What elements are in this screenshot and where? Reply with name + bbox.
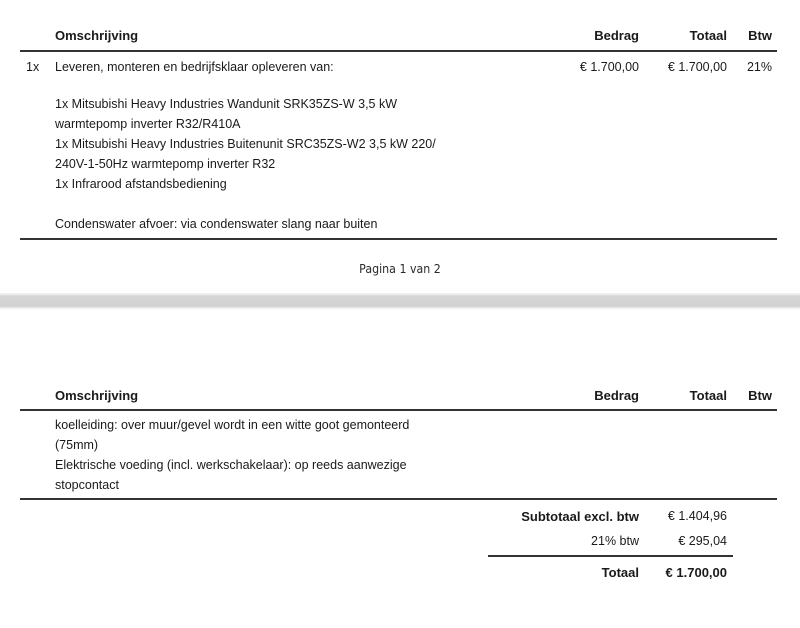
column-header-amount: Bedrag bbox=[594, 28, 639, 43]
column-header-vat: Btw bbox=[748, 388, 772, 403]
item-description-line: Condenswater afvoer: via condenswater slang naar buiten bbox=[55, 217, 378, 231]
item-description-line: Elektrische voeding (incl. werkschakelaar): op reeds aanwezige bbox=[55, 458, 407, 472]
item-description-line: 240V-1-50Hz warmtepomp inverter R32 bbox=[55, 157, 276, 171]
totals-divider bbox=[488, 555, 733, 557]
item-title: Leveren, monteren en bedrijfsklaar opleveren van: bbox=[55, 60, 334, 74]
item-description-line: 1x Mitsubishi Heavy Industries Wandunit SRK35ZS-W 3,5 kW bbox=[55, 97, 398, 111]
item-quantity: 1x bbox=[26, 60, 40, 74]
item-vat: 21% bbox=[746, 60, 772, 74]
vat-label: 21% btw bbox=[591, 534, 639, 548]
item-description-line: 1x Mitsubishi Heavy Industries Buitenunit SRC35ZS-W2 3,5 kW 220/ bbox=[55, 137, 436, 151]
page-number: Pagina 1 van 2 bbox=[359, 262, 441, 276]
item-description-line: warmtepomp inverter R32/R410A bbox=[55, 117, 241, 131]
item-description-line: (75mm) bbox=[55, 438, 99, 452]
item-description-line: 1x Infrarood afstandsbediening bbox=[55, 177, 227, 191]
column-header-amount: Bedrag bbox=[594, 388, 639, 403]
total-label: Totaal bbox=[601, 565, 639, 580]
column-header-description: Omschrijving bbox=[55, 28, 139, 43]
item-description-line: stopcontact bbox=[55, 478, 119, 492]
item-amount: € 1.700,00 bbox=[579, 60, 639, 74]
column-header-total: Totaal bbox=[689, 388, 727, 403]
item-total: € 1.700,00 bbox=[667, 60, 727, 74]
column-header-total: Totaal bbox=[689, 28, 727, 43]
header-divider bbox=[20, 409, 777, 411]
subtotal-label: Subtotaal excl. btw bbox=[521, 509, 639, 524]
item-description-line: koelleiding: over muur/gevel wordt in een witte goot gemonteerd bbox=[55, 418, 410, 432]
page-separator bbox=[0, 293, 800, 310]
subtotal-value: € 1.404,96 bbox=[667, 509, 727, 523]
header-divider bbox=[20, 50, 777, 52]
total-value: € 1.700,00 bbox=[665, 565, 727, 580]
column-header-description: Omschrijving bbox=[55, 388, 139, 403]
vat-value: € 295,04 bbox=[678, 534, 727, 548]
table-bottom-divider bbox=[20, 498, 777, 500]
column-header-vat: Btw bbox=[748, 28, 772, 43]
table-bottom-divider bbox=[20, 238, 777, 240]
